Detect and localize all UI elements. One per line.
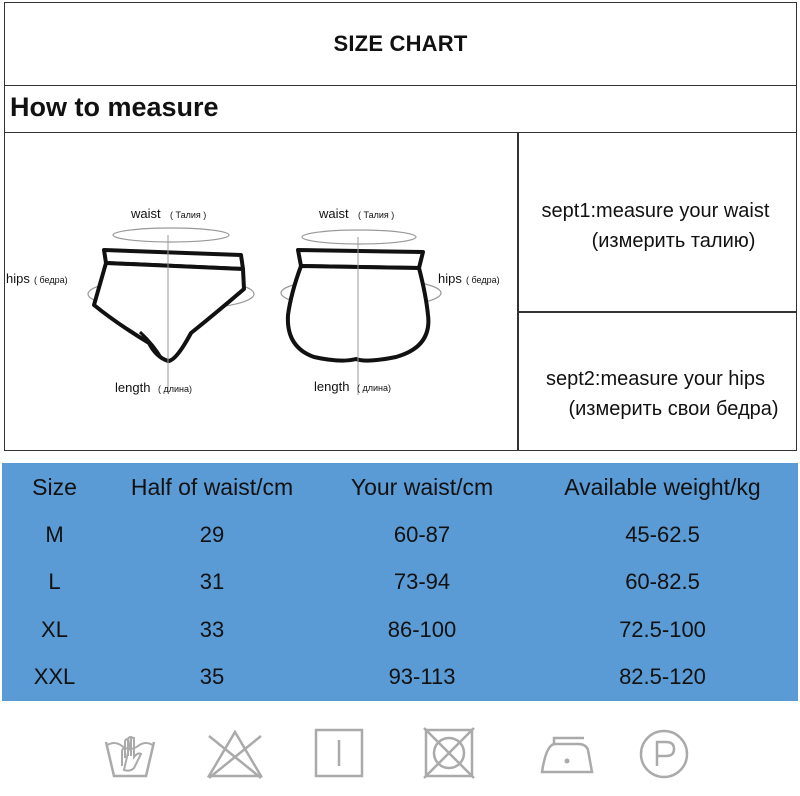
cell-your-waist: 73-94 [393, 569, 451, 595]
cell-weight: 60-82.5 [625, 569, 700, 595]
cell-weight: 45-62.5 [625, 521, 700, 547]
back-hips-label: hips [438, 271, 462, 286]
header-half-waist: Half of waist/cm [130, 473, 294, 500]
cell-your-waist: 86-100 [387, 616, 457, 642]
horizontal-divider [517, 311, 797, 313]
step-2-text: sept2:measure your hips [545, 368, 765, 390]
front-hips-label: hips [6, 271, 30, 286]
do-not-tumble-dry-icon [420, 726, 480, 782]
step-1-text: sept1:measure your waist [541, 200, 770, 222]
header-your-waist: Your waist/cm [350, 473, 494, 500]
back-waist-label: waist [319, 206, 349, 221]
size-table [2, 463, 798, 701]
dry-line-icon [310, 726, 370, 782]
cell-size: M [45, 521, 64, 547]
step-1-translation: (измерить талию) [591, 230, 756, 252]
cell-size: L [48, 569, 61, 595]
table-row [2, 559, 798, 607]
header-size: Size [32, 473, 77, 500]
front-hips-ru: ( бедра) [34, 275, 68, 285]
title-row [4, 2, 797, 86]
dry-clean-p-icon [636, 726, 696, 782]
cell-half-waist: 33 [199, 616, 225, 642]
front-waist-ru: ( Талия ) [170, 210, 207, 220]
table-row [2, 511, 798, 559]
how-to-measure-heading: How to measure [10, 92, 219, 122]
back-hips-ru: ( бедра) [466, 275, 500, 285]
front-waist-label: waist [131, 206, 161, 221]
cell-size: XXL [33, 664, 76, 690]
step-2-translation: (измерить свои бедра) [568, 398, 779, 420]
header-weight: Available weight/kg [564, 473, 761, 500]
hand-wash-icon [100, 726, 160, 782]
cell-your-waist: 93-113 [388, 664, 456, 690]
cell-size: XL [41, 616, 68, 642]
cell-half-waist: 31 [199, 569, 225, 595]
table-row [2, 654, 798, 702]
briefs-diagram-svg [6, 135, 516, 449]
table-row [2, 606, 798, 654]
back-length-ru: ( длина) [357, 383, 392, 393]
step-2 [520, 364, 797, 424]
cell-half-waist: 35 [199, 664, 225, 690]
front-brief-illustration [88, 228, 254, 393]
table-header-row [2, 463, 798, 511]
iron-icon [538, 726, 598, 782]
page-title: SIZE CHART [333, 30, 468, 56]
care-instructions [0, 710, 800, 796]
step-1 [520, 196, 797, 256]
cell-half-waist: 29 [199, 521, 225, 547]
vertical-divider [517, 133, 519, 451]
measure-diagram [6, 135, 516, 449]
back-brief-illustration [281, 230, 441, 395]
cell-weight: 82.5-120 [619, 664, 706, 690]
back-waist-ru: ( Талия ) [358, 210, 395, 220]
back-length-label: length [314, 379, 350, 394]
front-length-ru: ( длина) [158, 384, 193, 394]
cell-your-waist: 60-87 [393, 521, 451, 547]
cell-weight: 72.5-100 [619, 616, 706, 642]
do-not-bleach-icon [205, 726, 265, 782]
front-length-label: length [115, 380, 151, 395]
how-to-measure-row [4, 86, 797, 133]
